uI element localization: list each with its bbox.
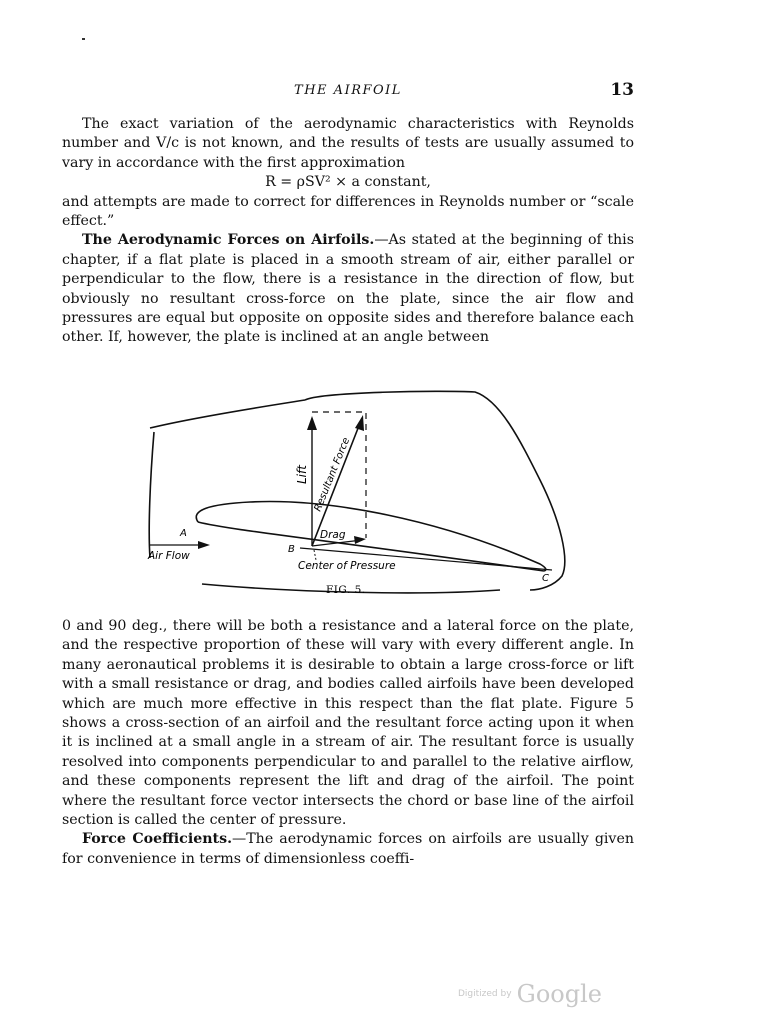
paragraph-force-coefficients [62, 830, 634, 869]
label-air-flow: Air Flow [148, 550, 190, 562]
paragraph-scale-effect: and attempts are made to correct for differences in Reynolds number or “scale effect.” [62, 193, 634, 230]
text-block-upper [62, 115, 634, 348]
page-number: 13 [610, 80, 634, 100]
paragraph-reynolds: The exact variation of the aerodynamic characteristics with Reynolds number and V/c is not known, and the results of tests are usually assumed to vary in accordance with the first approximation [62, 116, 634, 171]
label-point-b: B [288, 544, 295, 555]
figure-caption: FIG. 5. [326, 584, 366, 596]
section-heading-force-coefficients: Force Coefficients. [82, 831, 233, 848]
digitized-watermark [458, 980, 602, 1008]
lift-arrowhead [307, 416, 317, 430]
running-title: THE AIRFOIL [294, 83, 402, 98]
page-header [62, 80, 634, 102]
scan-speck [82, 38, 85, 40]
airflow-arrowhead [198, 541, 210, 549]
resultant-vector [312, 418, 362, 546]
paragraph-aerodynamic-forces [62, 231, 634, 347]
figure-airfoil [140, 380, 580, 610]
label-point-c: C [542, 573, 549, 584]
paragraph-force-coefficients-body: —The aerodynamic forces on airfoils are usually given for convenience in terms of dimensionless coeffi- [62, 831, 634, 867]
center-of-pressure-pointer [314, 550, 316, 560]
resultant-arrowhead [355, 415, 364, 431]
label-point-a: A [180, 528, 187, 539]
airfoil-diagram [140, 380, 580, 610]
paragraph-airfoil-forces: 0 and 90 deg., there will be both a resistance and a lateral force on the plate, and the respective proportion of these will vary with every different angle. In many aeronautical problems it is desirable to obtain a large cross-force or lift with a small resistance or drag, and bodies called airfoils have been developed which are much more effective in this respect than the flat plate. Figure 5 shows a cross-section of an airfoil and the resultant force acting upon it when it is inclined at a small angle in a stream of air. The resultant force is usually resolved into components perpendicular to and parallel to the relative airflow, and these components represent the lift and drag of the airfoil. The point where the resultant force vector intersects the chord or base line of the airfoil section is called the center of pressure. [62, 618, 634, 829]
label-center-of-pressure: Center of Pressure [298, 560, 396, 572]
section-heading-aerodynamic-forces: The Aerodynamic Forces on Airfoils. [82, 232, 375, 249]
equation-resultant: R = ρSV² × a constant, [265, 174, 431, 191]
text-block-lower [62, 617, 634, 869]
label-resultant-force: Resultant Force [312, 436, 353, 514]
paragraph-aerodynamic-forces-body: —As stated at the beginning of this chapter, if a flat plate is placed in a smooth stream of air, either parallel or perpendicular to the flow, there is a resistance in the direction of flow, but obviously no resultant cross-force on the plate, since the air flow and pressures are equal but opposite on opposite sides and therefore balance each other. If, however, the plate is inclined at an angle between [62, 232, 634, 346]
watermark-small-text: Digitized by [458, 989, 512, 999]
drag-arrowhead [354, 536, 366, 544]
google-logo: Google [516, 980, 602, 1008]
label-lift: Lift [295, 465, 309, 484]
label-drag: Drag [320, 529, 346, 541]
